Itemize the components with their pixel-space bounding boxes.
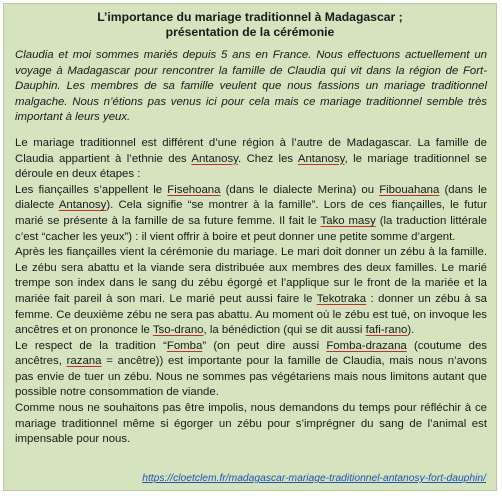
term-antanosy: Antanosy: [297, 152, 345, 165]
text-run: (coutume des ancêtres,: [15, 339, 487, 368]
text-run: ). Cela signifie “se montrer à la famille”. Lors de ces fiançailles, le futur marié se présente à la famille de sa future femme. Il fait le: [15, 199, 487, 227]
term-antanosy: Antanosy: [58, 199, 107, 212]
text-run: , le mariage traditionnel se déroule en deux étapes :: [15, 152, 487, 181]
term-razana: razana: [66, 355, 102, 368]
text-run: (la traduction littérale c’est “cacher les yeux”) : il vient offrir à boire et peut donner une petite somme d’argent.: [15, 214, 487, 243]
text-run: , la bénédiction (qui se dit aussi: [203, 324, 366, 337]
article-box: [3, 3, 497, 491]
text-run: . Chez les: [238, 152, 298, 165]
paragraph-engagement: [15, 183, 487, 245]
text-run: Les fiançailles s’appellent le: [15, 183, 168, 196]
term-tekotraka: Tekotraka: [316, 292, 367, 305]
text-run: (dans le dialecte: [15, 183, 487, 212]
text-run: ).: [407, 324, 415, 337]
term-fibouahana: Fibouahana: [379, 183, 440, 196]
paragraph-ceremony-overview: [15, 136, 487, 183]
title-line-2: présentation de la cérémonie: [165, 25, 335, 39]
term-tako-masy: Tako masy: [320, 214, 376, 227]
title-line-1: L’importance du mariage traditionnel à Madagascar ;: [97, 10, 403, 24]
term-tso-drano: Tso-drano: [152, 324, 204, 337]
text-run: Après les fiançailles vient la cérémonie du mariage. Le mari doit donner un zébu à la famille. Le zébu sera abattu et la viande sera distribuée aux membres des deux familles. Le marié trempe son index dans le sang du zébu égorgé et l’applique sur le front de la mariée et la mariée fait pareil à son mari. Le marié peut aussi faire le: [15, 246, 487, 305]
paragraph-wedding-ceremony: [15, 245, 487, 339]
text-run: Le respect de la tradition “: [15, 339, 167, 352]
article-title: [4, 4, 496, 40]
text-run: ” (on peut dire aussi: [202, 339, 327, 352]
text-run: : donner un zébu à sa femme. Ce deuxième zébu ne sera pas abattu. Au moment où le zébu est tué, on invoque les ancêtres et on prononce le: [15, 292, 488, 337]
term-antanosy: Antanosy: [191, 152, 239, 165]
text-run: = ancêtre)) est importante pour la famille de Claudia, mais nous n’avons pas envie de tuer un zébu. Nous ne sommes pas végétariens mais nous limitons autant que possible notre consommation de viande.: [15, 355, 487, 399]
term-fisehoana: Fisehoana: [167, 183, 221, 196]
source-link[interactable]: https://cloetclem.fr/madagascar-mariage-traditionnel-antanosy-fort-dauphin/: [142, 473, 486, 484]
paragraph-conclusion: Comme nous ne souhaitons pas être impolis, nous demandons du temps pour réfléchir à ce mariage traditionnel même si égorger un zébu pour s’imprégner du sang de l’animal est impensable pour nous.: [15, 402, 487, 446]
term-fomba-drazana: Fomba-drazana: [326, 339, 407, 352]
article-body: [15, 136, 487, 448]
term-fomba: Fomba: [166, 339, 203, 352]
text-run: (dans le dialecte Merina) ou: [220, 183, 380, 196]
term-fafi-rano: fafi-rano: [365, 324, 408, 337]
intro-paragraph: Claudia et moi sommes mariés depuis 5 ans en France. Nous effectuons actuellement un voyage à Madagascar pour rencontrer la famille de Claudia qui vit dans la région de Fort-Dauphin. Les membres de sa famille veulent que nous fassions un mariage traditionnel malgache. Nous n’étions pas venus ici pour cela mais ce mariage traditionnel semble très important à leurs yeux.: [15, 49, 487, 124]
paragraph-tradition: [15, 339, 487, 401]
text-run: Le mariage traditionnel est différent d’une région à l’autre de Madagascar. La famille de Claudia appartient à l’ethnie des: [15, 136, 487, 165]
